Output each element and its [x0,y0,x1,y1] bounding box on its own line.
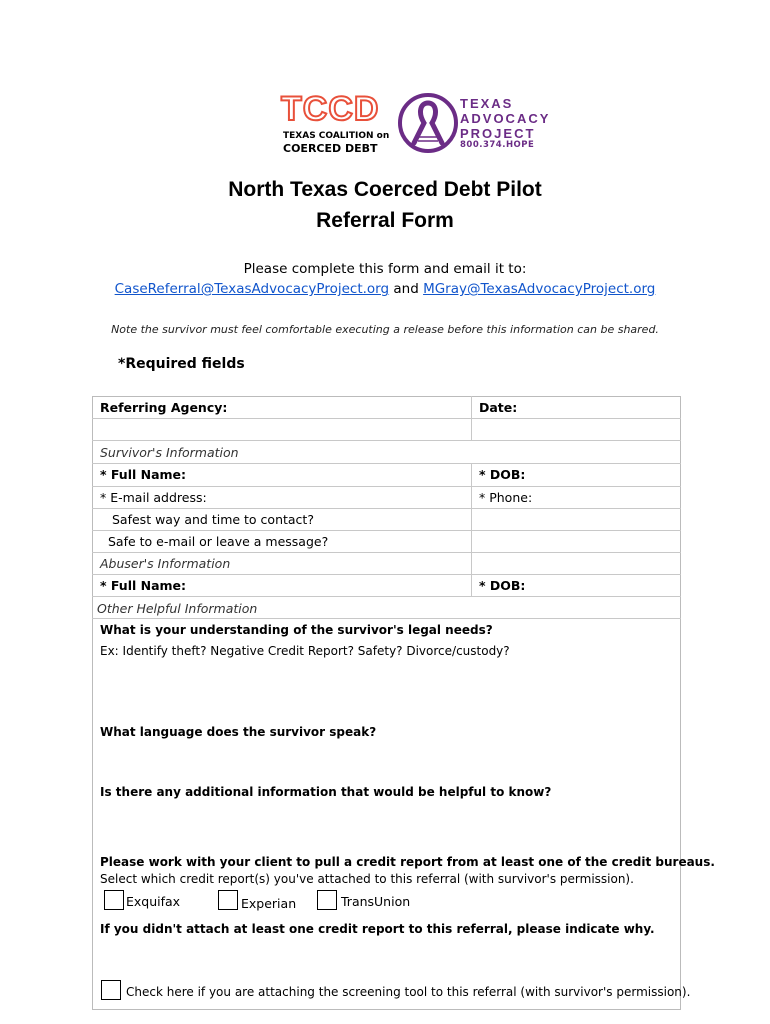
language-answer[interactable] [96,742,676,780]
survivor-dob-label[interactable]: * DOB: [479,467,526,482]
equifax-label: Exquifax [126,894,181,909]
ribbon-logo-icon [398,93,458,153]
referring-agency-field[interactable] [93,419,470,439]
additional-info-answer[interactable] [96,802,676,850]
credit-report-instruction: Please work with your client to pull a credit report from at least one of the credit bureaus. [100,855,715,869]
intro-text: Please complete this form and email it to: [243,261,527,277]
row-divider [92,463,681,464]
tap-logo-phone: 800.374.HOPE [460,140,535,150]
abuser-dob-label[interactable]: * DOB: [479,578,526,593]
row-divider [92,596,681,597]
experian-checkbox[interactable] [218,890,238,910]
legal-needs-question: What is your understanding of the survivor's legal needs? [100,623,493,637]
row-divider [92,486,681,487]
row-divider [92,574,681,575]
experian-label: Experian [241,896,297,911]
additional-info-question: Is there any additional information that would be helpful to know? [100,785,552,799]
abuser-full-name-label[interactable]: * Full Name: [100,578,187,593]
row-divider [92,440,681,441]
language-question: What language does the survivor speak? [100,725,377,739]
abuser-section-heading: Abuser's Information [100,556,231,571]
survivor-full-name-label[interactable]: * Full Name: [100,467,187,482]
tap-logo-text: TEXAS ADVOCACY PROJECT [460,96,551,141]
email-line [0,281,770,297]
legal-needs-answer[interactable] [96,662,676,718]
safe-to-email-label: Safe to e-mail or leave a message? [108,534,329,549]
screening-tool-checkbox[interactable] [101,980,121,1000]
equifax-checkbox[interactable] [104,890,124,910]
screening-tool-label: Check here if you are attaching the screening tool to this referral (with survivor's permission). [126,985,691,999]
required-fields-label: *Required fields [118,356,245,372]
release-note: Note the survivor must feel comfortable executing a release before this information can be shared. [111,323,659,336]
transunion-label: TransUnion [341,894,411,909]
credit-report-select-text: Select which credit report(s) you've attached to this referral (with survivor's permission). [100,872,634,886]
email-and-text: and [393,281,419,297]
phone-label[interactable]: * Phone: [479,490,533,505]
tccd-logo-line1: TEXAS COALITION on [283,131,390,141]
row-divider [92,618,681,619]
transunion-checkbox[interactable] [317,890,337,910]
column-divider [471,463,472,596]
referring-agency-label: Referring Agency: [100,400,228,415]
email-link-casereferral[interactable]: CaseReferral@TexasAdvocacyProject.org [114,281,390,297]
email-link-mgray[interactable]: MGray@TexasAdvocacyProject.org [423,281,656,297]
safe-to-email-field[interactable] [472,531,680,551]
row-divider [92,552,681,553]
page-title: North Texas Coerced Debt Pilot Referral Form [228,178,542,232]
survivor-section-heading: Survivor's Information [100,445,239,460]
no-report-answer[interactable] [96,940,676,974]
date-field[interactable] [472,419,680,439]
safest-way-label: Safest way and time to contact? [112,512,314,527]
date-label: Date: [479,400,518,415]
legal-needs-example: Ex: Identify theft? Negative Credit Report? Safety? Divorce/custody? [100,644,510,658]
no-report-question: If you didn't attach at least one credit report to this referral, please indicate why. [100,922,655,936]
tccd-logo-line2: COERCED DEBT [283,142,378,155]
tccd-logo-mark: TCCD [281,90,380,128]
email-address-label[interactable]: * E-mail address: [100,490,207,505]
other-info-section-heading: Other Helpful Information [97,601,258,616]
safest-way-field[interactable] [472,509,680,529]
